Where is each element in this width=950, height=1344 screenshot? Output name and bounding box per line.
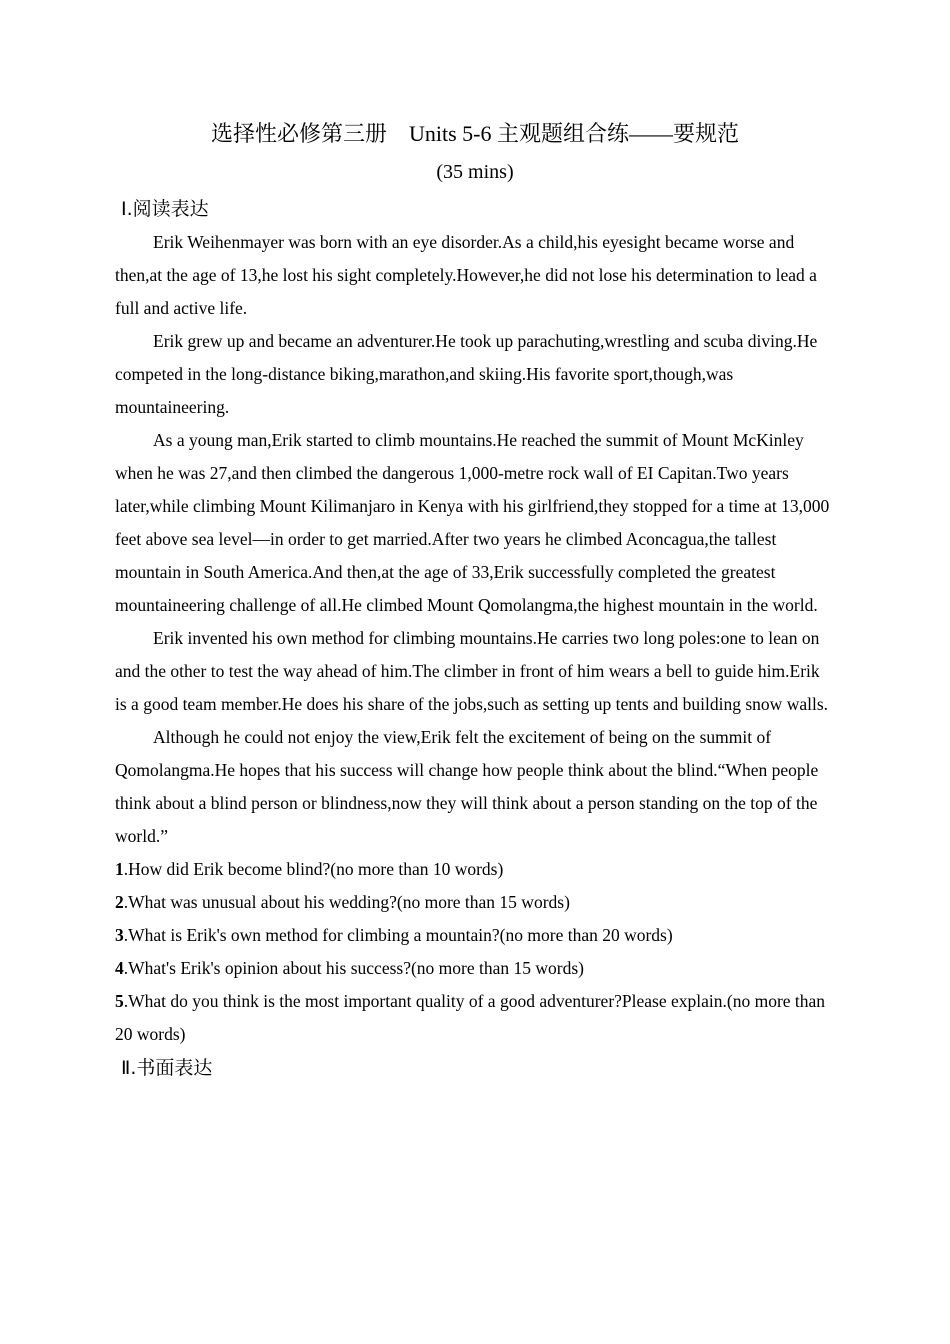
passage-paragraph: Erik invented his own method for climbing mountains.He carries two long poles:one to lean on and the other to test the way ahead of him.The climber in front of him wears a bell to guide him.Erik is a good team member.He does his share of the jobs,such as setting up tents and building snow walls. [115,628,829,714]
question-list [115,853,835,1051]
passage-paragraph: As a young man,Erik started to climb mountains.He reached the summit of Mount McKinley when he was 27,and then climbed the dangerous 1,000-metre rock wall of EI Capitan.Two years later,while climbing Mount Kilimanjaro in Kenya with his girlfriend,they stopped for a time at 13,000 feet above sea level—in order to get married.After two years he climbed Aconcagua,the tallest mountain in South America.And then,at the age of 33,Erik successfully completed the greatest mountaineering challenge of all.He climbed Mount Qomolangma,the highest mountain in the world. [115,430,830,615]
question-text: .What is Erik's own method for climbing a mountain?(no more than 20 words) [123,925,673,945]
question-item [115,952,835,985]
time-limit: (35 mins) [436,161,514,183]
document-page [115,112,835,1085]
question-text: .How did Erik become blind?(no more than 10 words) [123,859,504,879]
page-title: 选择性必修第三册 Units 5-6 主观题组合练——要规范 [210,121,739,146]
question-number: 3 [115,925,124,945]
question-item [115,919,835,952]
passage-paragraph: Erik grew up and became an adventurer.He took up parachuting,wrestling and scuba diving.He competed in the long-distance biking,marathon,and skiing.His favorite sport,though,was mountaineering. [115,331,818,417]
question-number: 1 [115,859,124,879]
question-text: .What's Erik's opinion about his success?(no more than 15 words) [123,958,584,978]
question-item [115,853,835,886]
passage-paragraph: Erik Weihenmayer was born with an eye disorder.As a child,his eyesight became worse and then,at the age of 13,he lost his sight completely.However,he did not lose his determination to lead a full and active life. [115,232,817,318]
section-heading-writing: Ⅱ.书面表达 [121,1057,213,1079]
reading-passage [115,226,835,853]
passage-paragraph: Although he could not enjoy the view,Erik felt the excitement of being on the summit of Qomolangma.He hopes that his success will change how people think about the blind.“When people think about a blind person or blindness,now they will think about a person standing on the top of the world.” [115,727,819,846]
question-item [115,886,835,919]
question-text: .What do you think is the most important quality of a good adventurer?Please explain.(no more than 20 words) [115,991,826,1044]
question-number: 5 [115,991,124,1011]
question-text: .What was unusual about his wedding?(no more than 15 words) [123,892,570,912]
question-item [115,985,835,1051]
question-number: 2 [115,892,124,912]
section-heading-reading: Ⅰ.阅读表达 [121,198,209,220]
question-number: 4 [115,958,124,978]
